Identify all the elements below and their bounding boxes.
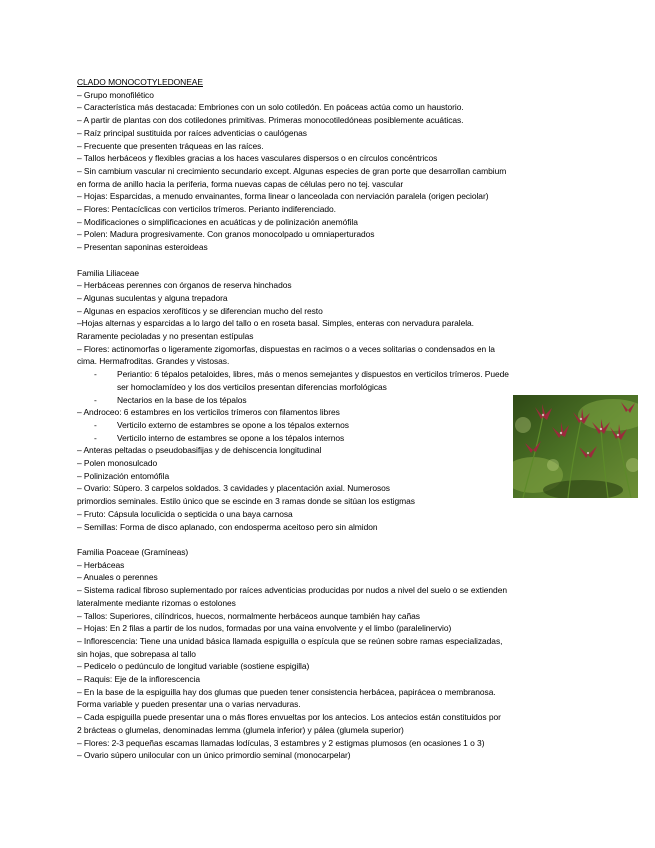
lily-photo [513, 395, 638, 498]
monocots-line: – Modificaciones o simplificaciones en acuáticas y de polinización anemófila [77, 216, 358, 227]
liliaceae-line: primordios seminales. Estilo único que se escinde en 3 ramas donde se sitúan los estigmas [77, 496, 415, 507]
bullet-dash: - [94, 432, 97, 443]
poaceae-line: 2 brácteas o glumelas, denominadas lemma (glumela inferior) y pálea (glumela superior) [77, 724, 404, 735]
liliaceae-line: – Ovario: Súpero. 3 carpelos soldados. 3 cavidades y placentación axial. Numerosos [77, 483, 390, 494]
liliaceae-line: – Polinización entomófila [77, 470, 170, 481]
monocots-line: – Flores: Pentacíclicas con verticilos trímeros. Perianto indiferenciado. [77, 204, 336, 215]
liliaceae-line: – Anteras peltadas o pseudobasifijas y de dehiscencia longitudinal [77, 445, 322, 456]
monocots-line: – Raíz principal sustituida por raíces adventicias o caulógenas [77, 127, 307, 138]
bullet-dash: - [94, 419, 97, 430]
poaceae-line: – Herbáceas [77, 559, 125, 570]
poaceae-line: – Hojas: En 2 filas a partir de los nudos, formadas por una vaina envolvente y el limbo (paralelinervio) [77, 623, 452, 634]
bullet-continuation: ser homoclamídeo y los dos verticilos presentan diferencias morfológicas [117, 381, 387, 392]
poaceae-line: – Raquis: Eje de la inflorescencia [77, 674, 201, 685]
liliaceae-line: Raramente pecioladas y no presentan estípulas [77, 331, 254, 342]
bullet-text: Verticilo externo de estambres se opone a los tépalos externos [117, 419, 349, 430]
poaceae-line: sin hojas, que sobrepasa al tallo [77, 648, 196, 659]
bullet-text: Periantio: 6 tépalos petaloides, libres, más o menos semejantes y dispuestos en verticilos trímeros. Puede [117, 369, 509, 380]
poaceae-line: Forma variable y pueden presentar una o varias nervaduras. [77, 699, 301, 710]
poaceae-line: – Inflorescencia: Tiene una unidad básica llamada espiguilla o espícula que se reúnen sobre ramas especializadas, [77, 635, 503, 646]
monocots-line: en forma de anillo hacia la periferia, forma nuevas capas de células pero no tej. vascular [77, 178, 404, 189]
section-title-monocotyledoneae: CLADO MONOCOTYLEDONEAE [77, 77, 203, 87]
monocots-line: – Frecuente que presenten tráqueas en las raíces. [77, 140, 264, 151]
bullet-dash: - [94, 369, 97, 380]
section-title-poaceae: Familia Poaceae (Gramíneas) [77, 546, 189, 557]
liliaceae-line: –Hojas alternas y esparcidas a lo largo del tallo o en roseta basal. Simples, enteras con nervadura paralela. [77, 318, 474, 329]
poaceae-line: – Ovario súpero unilocular con un único primordio seminal (monocarpelar) [77, 750, 351, 761]
monocots-line: – A partir de plantas con dos cotiledones primitivas. Primeras monocotiledóneas posiblemente acuáticas. [77, 115, 464, 126]
liliaceae-line: – Algunas suculentas y alguna trepadora [77, 292, 228, 303]
liliaceae-line: – Herbáceas perennes con órganos de reserva hinchados [77, 280, 292, 291]
poaceae-line: – En la base de la espiguilla hay dos glumas que pueden tener consistencia herbácea, papirácea o membranosa. [77, 686, 496, 697]
liliaceae-line: – Androceo: 6 estambres en los verticilos trímeros con filamentos libres [77, 407, 340, 418]
bullet-text: Verticilo interno de estambres se opone a los tépalos internos [117, 432, 345, 443]
poaceae-line: – Tallos: Superiores, cilíndricos, huecos, normalmente herbáceos aunque también hay cañas [77, 610, 420, 621]
liliaceae-line: – Polen monosulcado [77, 458, 158, 469]
monocots-line: – Presentan saponinas esteroideas [77, 242, 208, 253]
monocots-line: – Tallos herbáceos y flexibles gracias a los haces vasculares dispersos o en círculos concéntricos [77, 153, 438, 164]
poaceae-line: – Pedicelo o pedúnculo de longitud variable (sostiene espigilla) [77, 661, 310, 672]
poaceae-line: – Sistema radical fibroso suplementado por raíces adventicias producidas por nudos a nivel del suelo o se extienden [77, 585, 507, 596]
section-gap [77, 533, 597, 546]
poaceae-line: – Anuales o perennes [77, 572, 158, 583]
monocots-line: – Hojas: Esparcidas, a menudo envainantes, forma linear o lanceolada con nerviación paralela (origen peciolar) [77, 191, 489, 202]
perianth-bullet-item [77, 368, 597, 381]
poaceae-list [77, 559, 597, 762]
liliaceae-line: – Flores: actinomorfas o ligeramente zigomorfas, dispuestas en racimos o a veces solitarias o condensados en la [77, 343, 495, 354]
section-gap [77, 254, 597, 267]
lily-photo-illustration [513, 395, 638, 498]
monocots-list [77, 89, 597, 254]
section-title-liliaceae: Familia Liliaceae [77, 267, 139, 278]
poaceae-line: lateralmente mediante rizomas o estolones [77, 597, 236, 608]
monocots-line: – Polen: Madura progresivamente. Con granos monocolpado u omniaperturados [77, 229, 375, 240]
poaceae-line: – Flores: 2-3 pequeñas escamas llamadas lodículas, 3 estambres y 2 estigmas plumosos (en ocasiones 1 o 3) [77, 737, 485, 748]
liliaceae-line: – Semillas: Forma de disco aplanado, con endosperma aceitoso pero sin almidon [77, 521, 378, 532]
poaceae-line: – Cada espiguilla puede presentar una o más flores envueltas por los antecios. Los antecios están constituidos por [77, 712, 501, 723]
liliaceae-line: – Algunas en espacios xerofíticos y se diferencian mucho del resto [77, 305, 323, 316]
monocots-line: – Grupo monofilético [77, 89, 154, 100]
monocots-line: – Característica más destacada: Embriones con un solo cotiledón. En poáceas actúa como un haustorio. [77, 102, 464, 113]
bullet-dash: - [94, 394, 97, 405]
bullet-text: Nectarios en la base de los tépalos [117, 394, 247, 405]
monocots-line: – Sin cambium vascular ni crecimiento secundario except. Algunas especies de gran porte que desarrollan cambium [77, 165, 507, 176]
liliaceae-line: cima. Hermafroditas. Grandes y vistosas. [77, 356, 230, 367]
liliaceae-line: – Fruto: Cápsula loculicida o septicida o una baya carnosa [77, 508, 293, 519]
